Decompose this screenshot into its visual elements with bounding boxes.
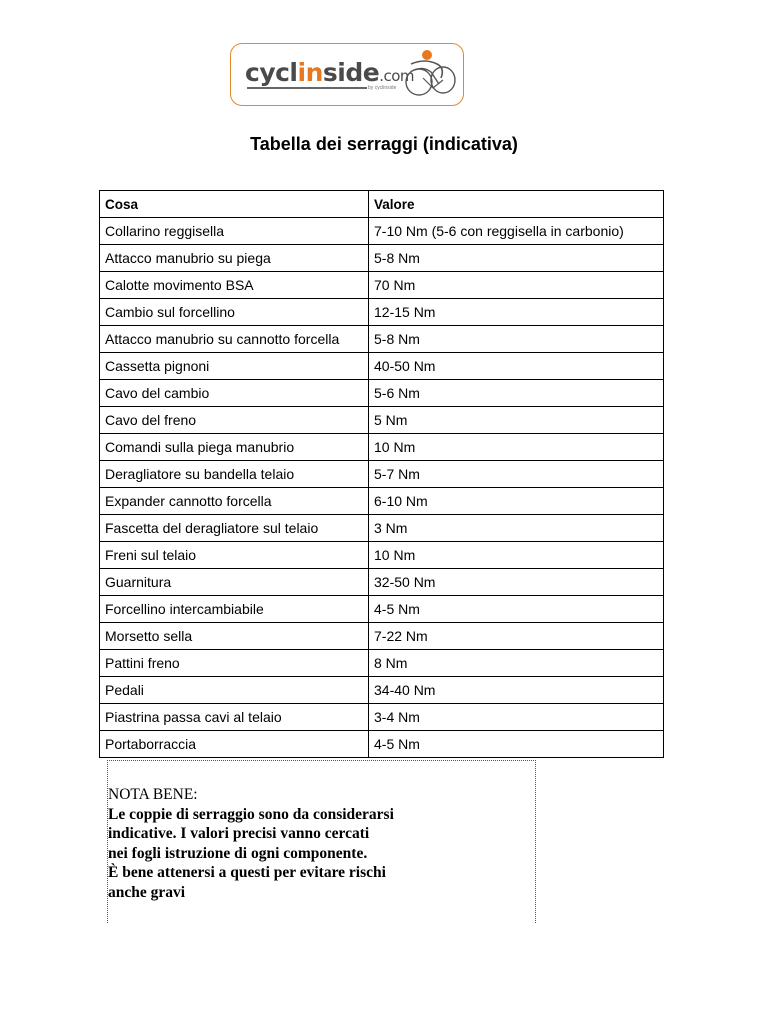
column-header-cosa: Cosa [100,191,369,218]
note-text [108,785,394,902]
cell-torque-value: 8 Nm [369,650,664,677]
cell-component: Fascetta del deragliatore sul telaio [100,515,369,542]
table-row [100,299,664,326]
cell-torque-value: 5-7 Nm [369,461,664,488]
logo-brand-tail: side [322,58,380,87]
table-row [100,461,664,488]
cell-component: Collarino reggisella [100,218,369,245]
cell-torque-value: 12-15 Nm [369,299,664,326]
cell-component: Deragliatore su bandella telaio [100,461,369,488]
cell-torque-value: 5 Nm [369,407,664,434]
cell-torque-value: 34-40 Nm [369,677,664,704]
table-row [100,650,664,677]
table-row [100,704,664,731]
cell-torque-value: 4-5 Nm [369,596,664,623]
note-box [107,760,536,923]
cell-component: Comandi sulla piega manubrio [100,434,369,461]
cell-component: Piastrina passa cavi al telaio [100,704,369,731]
cell-component: Freni sul telaio [100,542,369,569]
page-title: Tabella dei serraggi (indicativa) [250,134,518,154]
table-row [100,245,664,272]
cell-component: Cavo del cambio [100,380,369,407]
cell-component: Pedali [100,677,369,704]
table-row [100,218,664,245]
table-row [100,326,664,353]
cell-component: Cavo del freno [100,407,369,434]
logo-brand-domain: .com [379,67,415,85]
cell-torque-value: 10 Nm [369,542,664,569]
note-heading: NOTA BENE: [108,786,198,803]
cell-torque-value: 40-50 Nm [369,353,664,380]
table-row [100,353,664,380]
logo-brand-main: cycl [245,58,298,87]
table-row [100,272,664,299]
logo-underline [247,87,367,89]
cell-torque-value: 7-10 Nm (5-6 con reggisella in carbonio) [369,218,664,245]
cell-component: Cassetta pignoni [100,353,369,380]
cell-torque-value: 5-8 Nm [369,245,664,272]
cell-component: Attacco manubrio su piega [100,245,369,272]
table-row [100,380,664,407]
table-row [100,488,664,515]
cell-torque-value: 4-5 Nm [369,731,664,758]
cell-component: Forcellino intercambiabile [100,596,369,623]
cell-component: Expander cannotto forcella [100,488,369,515]
cell-torque-value: 5-6 Nm [369,380,664,407]
table-row [100,569,664,596]
logo-brand-accent: in [297,58,323,87]
cell-component: Cambio sul forcellino [100,299,369,326]
cell-torque-value: 3 Nm [369,515,664,542]
cell-torque-value: 5-8 Nm [369,326,664,353]
logo-wordmark [245,58,414,87]
table-row [100,542,664,569]
cell-component: Calotte movimento BSA [100,272,369,299]
cell-torque-value: 6-10 Nm [369,488,664,515]
cell-component: Morsetto sella [100,623,369,650]
table-row [100,434,664,461]
cell-torque-value: 3-4 Nm [369,704,664,731]
cyclist-icon [403,48,459,102]
cell-torque-value: 32-50 Nm [369,569,664,596]
table-row [100,596,664,623]
brand-logo [230,43,464,106]
cell-component: Pattini freno [100,650,369,677]
table-header-row [100,191,664,218]
cell-component: Attacco manubrio su cannotto forcella [100,326,369,353]
table-row [100,515,664,542]
cell-torque-value: 7-22 Nm [369,623,664,650]
torque-table [99,190,664,758]
cell-torque-value: 10 Nm [369,434,664,461]
table-row [100,731,664,758]
cell-component: Guarnitura [100,569,369,596]
cell-component: Portaborraccia [100,731,369,758]
cell-torque-value: 70 Nm [369,272,664,299]
table-row [100,407,664,434]
table-row [100,677,664,704]
column-header-valore: Valore [369,191,664,218]
table-row [100,623,664,650]
logo-tagline: by cyclinside [368,85,397,91]
note-body: Le coppie di serraggio sono da considerarsi indicative. I valori precisi vanno cercati nei fogli istruzione di ogni componente. È bene attenersi a questi per evitare rischi anche gravi [108,805,394,901]
